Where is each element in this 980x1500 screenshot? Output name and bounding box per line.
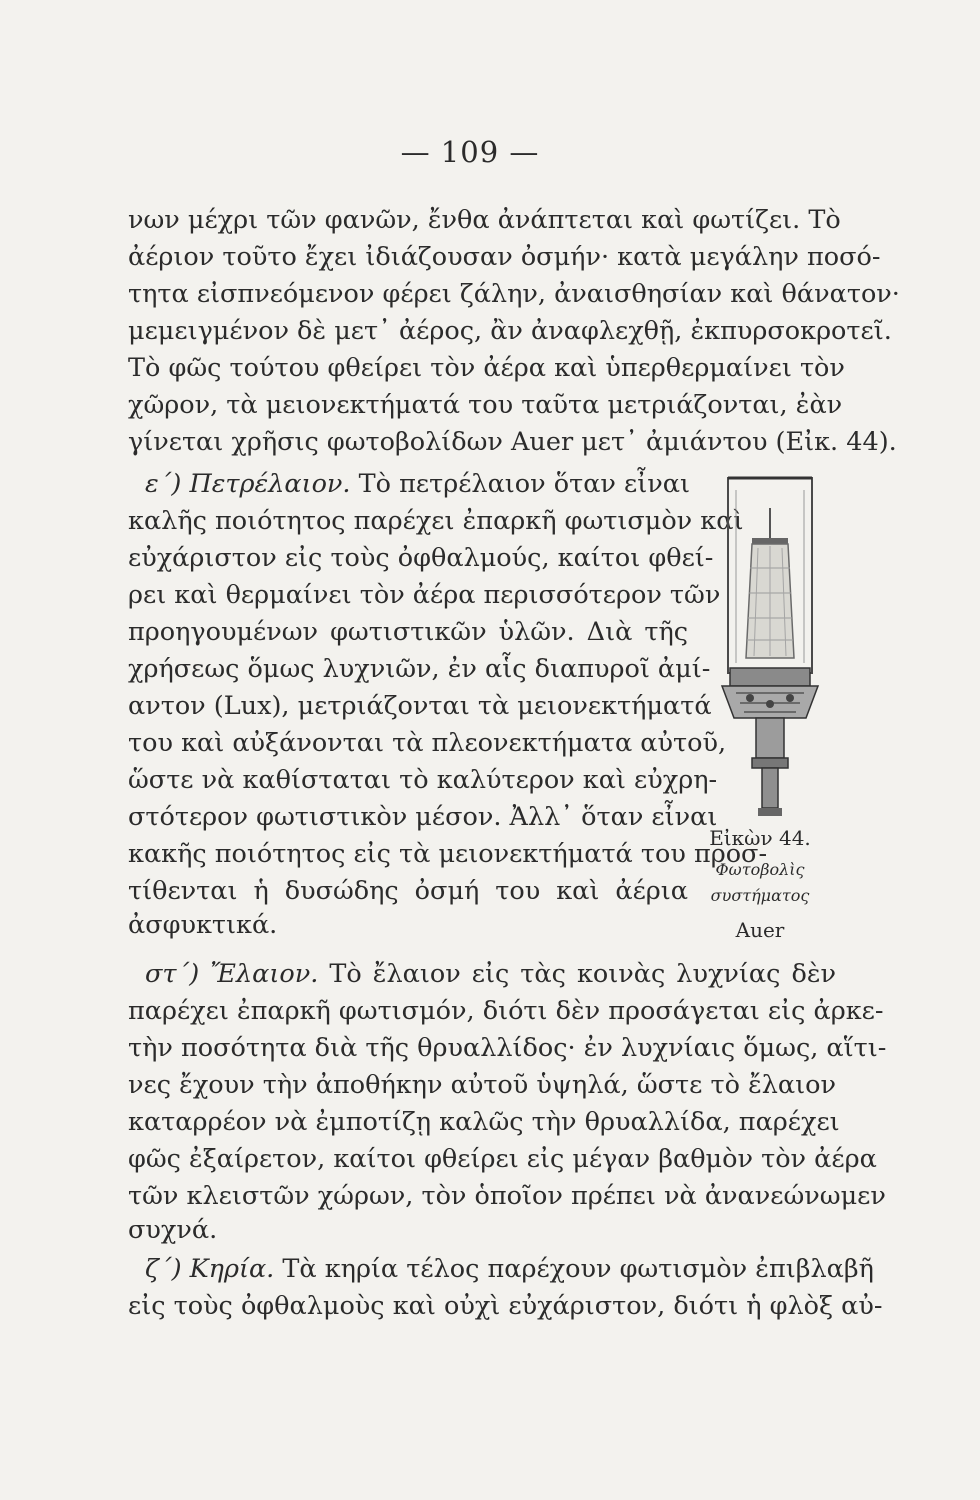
petroleum-line-1 [145, 469, 690, 499]
text-line: συχνά. [128, 1215, 218, 1245]
text-line: τίθενται ἡ δυσώδης ὀσμή του καὶ ἀέρια [128, 876, 688, 906]
text-line: Τὰ κηρία τέλος παρέχουν φωτισμὸν ἐπιβλαβῆ [282, 1254, 874, 1284]
text-line: καλῆς ποιότητος παρέχει ἐπαρκῆ φωτισμὸν καὶ [128, 506, 744, 536]
text-line: εὐχάριστον εἰς τοὺς ὀφθαλμούς, καίτοι φθεί- [128, 543, 714, 573]
auer-lamp-illustration [700, 468, 830, 828]
text-line: μεμειγμένον δὲ μετ᾽ ἀέρος, ἂν ἀναφλεχθῇ, ἐκπυρσοκροτεῖ. [128, 316, 892, 346]
text-line: καταρρέον νὰ ἐμποτίζῃ καλῶς τὴν θρυαλλίδα, παρέχει [128, 1107, 840, 1137]
text-line: Τὸ φῶς τούτου φθείρει τὸν ἀέρα καὶ ὑπερθερμαίνει τὸν [128, 353, 845, 383]
text-line: τητα εἰσπνεόμενον φέρει ζάλην, ἀναισθησίαν καὶ θάνατον· [128, 279, 900, 309]
text-line: χρήσεως ὅμως λυχνιῶν, ἐν αἷς διαπυροῖ ἀμί- [128, 654, 711, 684]
text-line: εἰς τοὺς ὀφθαλμοὺς καὶ οὐχὶ εὐχάριστον, διότι ἡ φλὸξ αὐ- [128, 1291, 883, 1321]
auer-lamp-figure [700, 468, 830, 888]
text-line: τῶν κλειστῶν χώρων, τὸν ὁποῖον πρέπει νὰ ἀνανεώνωμεν [128, 1181, 886, 1211]
figure-caption-line3: Auer [735, 918, 785, 942]
text-line: του καὶ αὐξάνονται τὰ πλεονεκτήματα αὐτοῦ, [128, 728, 727, 758]
figure-caption-line2: συστήματος [710, 886, 810, 905]
text-line: Τὸ ἔλαιον εἰς τὰς κοινὰς λυχνίας δὲν [329, 959, 837, 989]
figure-caption-line1: Φωτοβολὶς [715, 860, 805, 879]
text-line: νων μέχρι τῶν φανῶν, ἔνθα ἀνάπτεται καὶ φωτίζει. Τὸ [128, 205, 841, 235]
text-line: στότερον φωτιστικὸν μέσον. Ἀλλ᾽ ὅταν εἶναι [128, 802, 718, 832]
figure-caption-number: Εἰκὼν 44. [709, 826, 811, 850]
text-line: χῶρον, τὰ μειονεκτήματά του ταῦτα μετριάζονται, ἐὰν [128, 390, 843, 420]
text-line: νες ἔχουν τὴν ἀποθήκην αὐτοῦ ὑψηλά, ὥστε τὸ ἔλαιον [128, 1070, 836, 1100]
section-heading-wax: ζ´) Κηρία. [145, 1254, 275, 1284]
section-heading-oil: στ´) Ἔλαιον. [145, 959, 319, 989]
text-line: κακῆς ποιότητος εἰς τὰ μειονεκτήματά του προσ- [128, 839, 768, 869]
text-line: Τὸ πετρέλαιον ὅταν εἶναι [358, 469, 690, 499]
text-line: γίνεται χρῆσις φωτοβολίδων Auer μετ᾽ ἀμιάντου (Εἰκ. 44). [128, 427, 897, 457]
text-line: προηγουμένων φωτιστικῶν ὑλῶν. Διὰ τῆς [128, 617, 688, 647]
section-heading-petroleum: ε´) Πετρέλαιον. [145, 469, 351, 499]
text-line: ἀσφυκτικά. [128, 910, 278, 940]
wax-line-1 [145, 1254, 874, 1284]
text-line: τὴν ποσότητα διὰ τῆς θρυαλλίδος· ἐν λυχνίαις ὅμως, αἵτι- [128, 1033, 887, 1063]
text-line: αντον (Lux), μετριάζονται τὰ μειονεκτήματά [128, 691, 712, 721]
text-line: παρέχει ἐπαρκῆ φωτισμόν, διότι δὲν προσάγεται εἰς ἀρκε- [128, 996, 884, 1026]
page-number: — 109 — [400, 135, 540, 169]
text-line: ὥστε νὰ καθίσταται τὸ καλύτερον καὶ εὐχρη- [128, 765, 718, 795]
text-line: ἀέριον τοῦτο ἔχει ἰδιάζουσαν ὀσμήν· κατὰ μεγάλην ποσό- [128, 242, 881, 272]
oil-line-1 [145, 959, 837, 989]
text-line: φῶς ἐξαίρετον, καίτοι φθείρει εἰς μέγαν βαθμὸν τὸν ἀέρα [128, 1144, 877, 1174]
text-line: ρει καὶ θερμαίνει τὸν ἀέρα περισσότερον τῶν [128, 580, 721, 610]
